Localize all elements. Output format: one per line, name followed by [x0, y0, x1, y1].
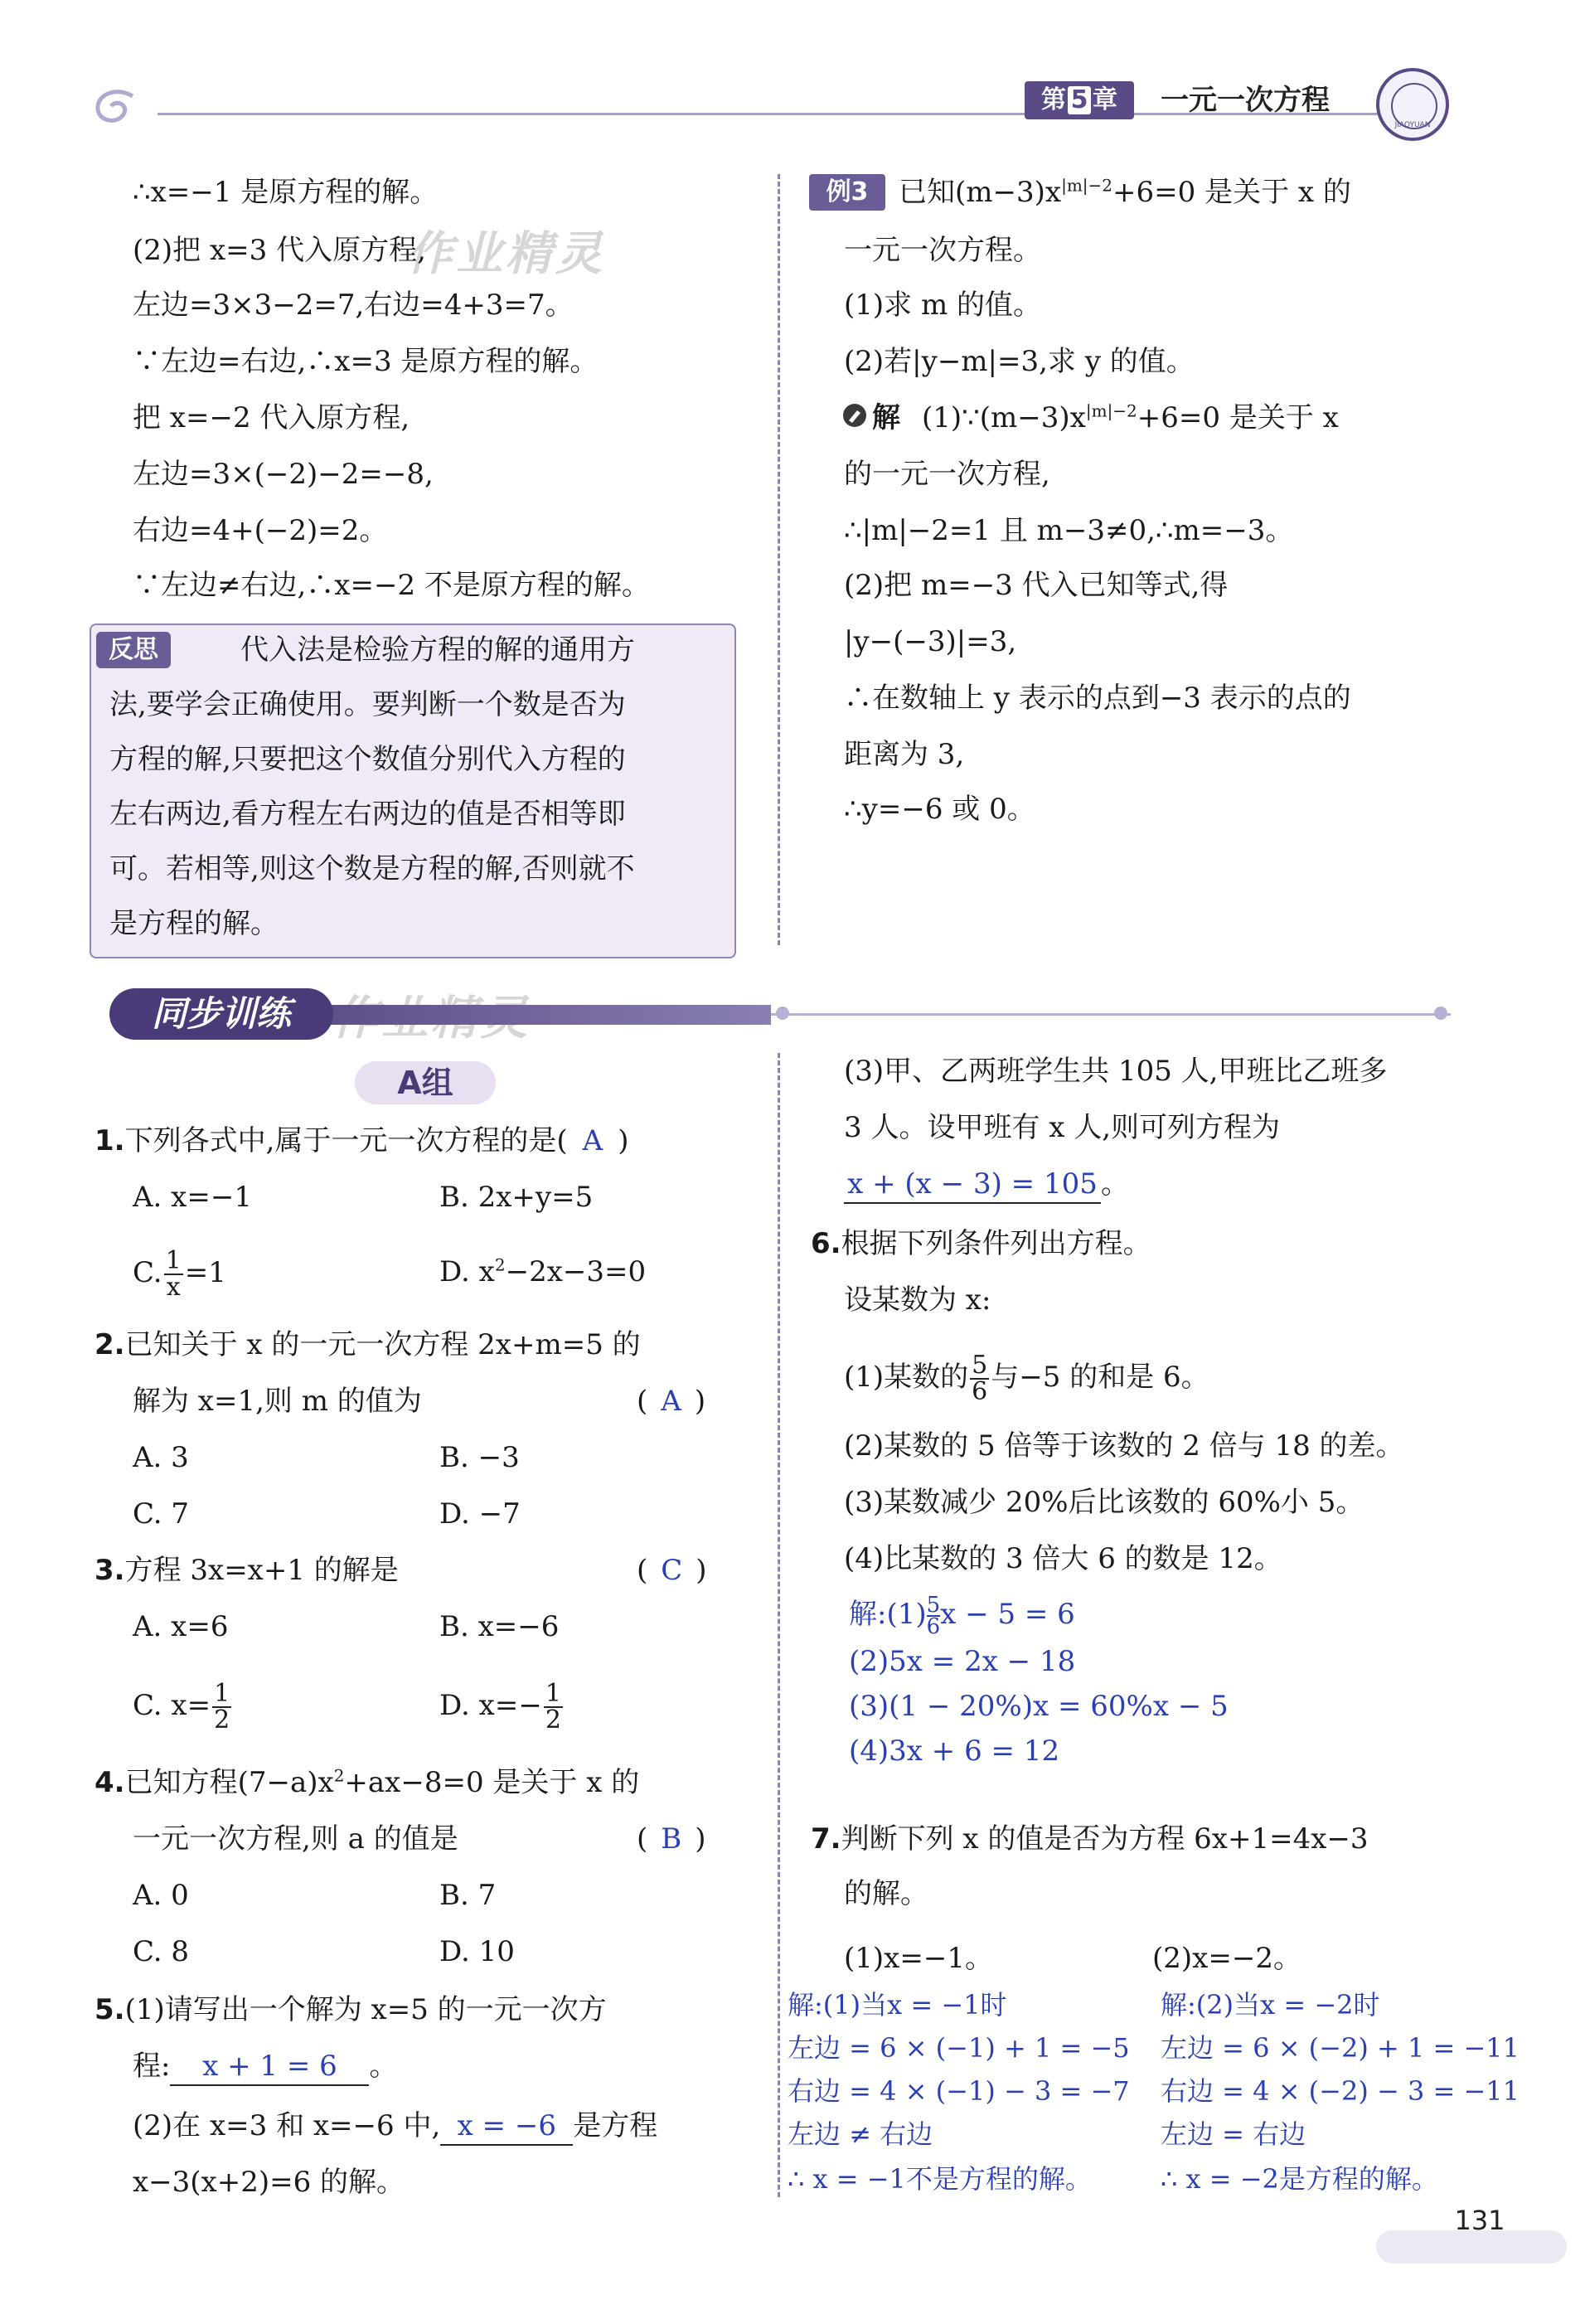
left-line-2: (2)把 x=3 代入原方程,: [133, 234, 426, 267]
q1-option-b: B. 2x+y=5: [439, 1181, 594, 1214]
q4-line-1: 4.已知方程$(7-a)x^2+ax-8=0$ 是关于 x 的: [95, 1765, 640, 1799]
left-line-6: 左边=3×(−2)−2=−8,: [133, 458, 434, 491]
chapter-title: 一元一次方程: [1161, 84, 1330, 117]
section-rule: [771, 1013, 1451, 1016]
q6-condition-2: (2)某数的 5 倍等于该数的 2 倍与 18 的差。: [844, 1429, 1404, 1463]
q2-line-1: 2.已知关于 x 的一元一次方程 2x+m=5 的: [95, 1328, 641, 1361]
reflection-line-2: 法,要学会正确使用。要判断一个数是否为: [109, 688, 626, 721]
q3-option-a: A. x=6: [133, 1610, 229, 1643]
q7-answer2-line-5: ∴ x = −2是方程的解。: [1161, 2163, 1438, 2195]
q1-option-c: C. $\frac{1}{x}$ =1: [133, 1246, 226, 1302]
q2-option-b: B. −3: [439, 1441, 520, 1474]
publisher-emblem-icon: [1376, 68, 1449, 141]
solution-line-2: 的一元一次方程,: [844, 458, 1050, 491]
left-line-7: 右边=4+(−2)=2。: [133, 514, 388, 547]
pencil-icon: [842, 403, 867, 428]
reflection-tag: 反思: [96, 632, 171, 668]
reflection-line-1: 代入法是检验方程的解的通用方: [240, 633, 635, 667]
q7-line-2: 的解。: [844, 1877, 928, 1910]
chapter-label: [1025, 81, 1134, 119]
q7-case-1: (1)x=−1。: [844, 1942, 993, 1975]
solution-line-8: ∴y=−6 或 0。: [844, 793, 1035, 826]
q6-condition-4: (4)比某数的 3 倍大 6 的数是 12。: [844, 1542, 1282, 1575]
example-line-4: (2)若|y−m|=3,求 y 的值。: [844, 345, 1195, 378]
q7-answer2-line-4: 左边 = 右边: [1161, 2118, 1306, 2150]
q2-option-d: D. −7: [439, 1497, 521, 1531]
q7-answer2-line-2: 左边 = 6 × (−2) + 1 = −11: [1161, 2032, 1520, 2064]
solution-line-6: ∴在数轴上 y 表示的点到−3 表示的点的: [844, 682, 1351, 715]
q6-answer-3: (3)(1 − 20%)x = 60%x − 5: [849, 1690, 1229, 1723]
reflection-line-3: 方程的解,只要把这个数值分别代入方程的: [109, 743, 626, 776]
reflection-line-4: 左右两边,看方程左右两边的值是否相等即: [109, 798, 626, 831]
left-line-5: 把 x=−2 代入原方程,: [133, 401, 410, 434]
left-line-1: ∴x=−1 是原方程的解。: [133, 176, 439, 209]
solution-line-1: $(1)\because(m-3)x^{|m|-2}+6=0$ 是关于 x: [922, 400, 1339, 434]
example-line-2: 一元一次方程。: [844, 234, 1041, 267]
q1-option-d: D. $x^2-2x-3=0$: [439, 1254, 647, 1288]
q6-line-2: 设某数为 x:: [844, 1283, 991, 1317]
q5-line-4: x−3(x+2)=6 的解。: [133, 2166, 405, 2199]
column-divider-top: [778, 174, 780, 945]
chapter-suffix: 章: [1093, 85, 1117, 114]
q3-answer: ( C ): [637, 1554, 707, 1587]
swirl-logo-icon: [91, 86, 141, 128]
q3-option-b: B. x=−6: [439, 1610, 560, 1643]
section-title: 同步训练: [109, 988, 333, 1040]
q7-answer2-line-3: 右边 = 4 × (−2) − 3 = −11: [1161, 2075, 1520, 2107]
q5-part3-line-2: 3 人。设甲班有 x 人,则可列方程为: [844, 1111, 1281, 1144]
q6-condition-1: (1)某数的 $\frac{5}{6}$ 与−5 的和是 6。: [844, 1351, 1209, 1406]
q5-line-1: 5.(1)请写出一个解为 x=5 的一元一次方: [95, 1993, 607, 2026]
group-a-label: A组: [355, 1061, 496, 1104]
watermark: 作业精灵: [406, 227, 605, 281]
q5-line-3: (2)在 x=3 和 x=−6 中, x = −6 是方程: [133, 2108, 657, 2146]
example-line-1: 已知$(m-3)x^{|m|-2}+6=0$ 是关于 x 的: [899, 175, 1351, 209]
solution-line-5: |y−(−3)|=3,: [844, 625, 1017, 658]
q4-option-a: A. 0: [133, 1879, 189, 1912]
q4-option-c: C. 8: [133, 1935, 190, 1968]
reflection-line-5: 可。若相等,则这个数是方程的解,否则就不: [109, 852, 635, 885]
solution-line-4: (2)把 m=−3 代入已知等式,得: [844, 569, 1229, 602]
left-line-3: 左边=3×3−2=7,右边=4+3=7。: [133, 289, 574, 322]
q4-answer: ( B ): [637, 1822, 706, 1856]
q5-part3-line-3: x + (x − 3) = 105 。: [844, 1166, 1129, 1204]
q1-option-a: A. x=−1: [133, 1181, 252, 1214]
q4-line-2: 一元一次方程,则 a 的值是: [133, 1822, 458, 1856]
q7-case-2: (2)x=−2。: [1152, 1942, 1301, 1975]
emblem-text: JIAOYUAN: [1394, 121, 1431, 129]
q5-line-2: 程: x + 1 = 6 。: [133, 2048, 397, 2086]
q3-option-d: D. x=− $\frac{1}{2}$: [439, 1679, 561, 1735]
q3-line-1: 3.方程 3x=x+1 的解是: [95, 1554, 399, 1587]
solution-line-3: ∴|m|−2=1 且 m−3≠0,∴m=−3。: [844, 514, 1294, 547]
q3-option-c: C. x= $\frac{1}{2}$: [133, 1679, 230, 1735]
q6-line-1: 6.根据下列条件列出方程。: [811, 1227, 1151, 1260]
q6-answer-1: 解:(1) $\frac{5}{6}x - 5 = 6$: [849, 1593, 1075, 1639]
column-divider-bottom: [778, 1053, 780, 2197]
q6-condition-3: (3)某数减少 20%后比该数的 60%小 5。: [844, 1486, 1364, 1519]
q2-option-c: C. 7: [133, 1497, 190, 1531]
q2-answer: ( A ): [637, 1385, 706, 1418]
reflection-line-6: 是方程的解。: [109, 907, 279, 940]
q5-part3-line-1: (3)甲、乙两班学生共 105 人,甲班比乙班多: [844, 1055, 1388, 1088]
q7-answer1-line-2: 左边 = 6 × (−1) + 1 = −5: [788, 2032, 1130, 2064]
q6-answer-2: (2)5x = 2x − 18: [849, 1645, 1076, 1678]
q7-answer1-line-5: ∴ x = −1不是方程的解。: [788, 2163, 1092, 2195]
solution-label: 解: [872, 401, 900, 434]
solution-line-7: 距离为 3,: [844, 738, 965, 771]
example-line-3: (1)求 m 的值。: [844, 289, 1042, 322]
q7-answer2-line-1: 解:(2)当x = −2时: [1161, 1989, 1380, 2021]
section-dot-end-icon: [1434, 1007, 1447, 1020]
left-line-4: ∵左边=右边,∴x=3 是原方程的解。: [133, 345, 599, 378]
chapter-prefix: 第: [1041, 85, 1066, 114]
section-dot-icon: [776, 1007, 789, 1020]
q2-line-2: 解为 x=1,则 m 的值为: [133, 1385, 422, 1418]
q4-option-b: B. 7: [439, 1879, 497, 1912]
q2-option-a: A. 3: [133, 1441, 189, 1474]
example-tag: 例3: [809, 174, 885, 211]
q7-answer1-line-3: 右边 = 4 × (−1) − 3 = −7: [788, 2075, 1130, 2107]
page-number: 131: [1454, 2205, 1505, 2236]
q6-answer-4: (4)3x + 6 = 12: [849, 1735, 1060, 1768]
q1-stem: 1.下列各式中,属于一元一次方程的是( A ): [95, 1124, 629, 1157]
q7-line-1: 7.判断下列 x 的值是否为方程 6x+1=4x−3: [811, 1822, 1369, 1856]
left-line-8: ∵左边≠右边,∴x=−2 不是原方程的解。: [133, 569, 650, 602]
q7-answer1-line-1: 解:(1)当x = −1时: [788, 1989, 1007, 2021]
q4-option-d: D. 10: [439, 1935, 515, 1968]
q7-answer1-line-4: 左边 ≠ 右边: [788, 2118, 933, 2150]
chapter-number: 5: [1068, 86, 1091, 114]
